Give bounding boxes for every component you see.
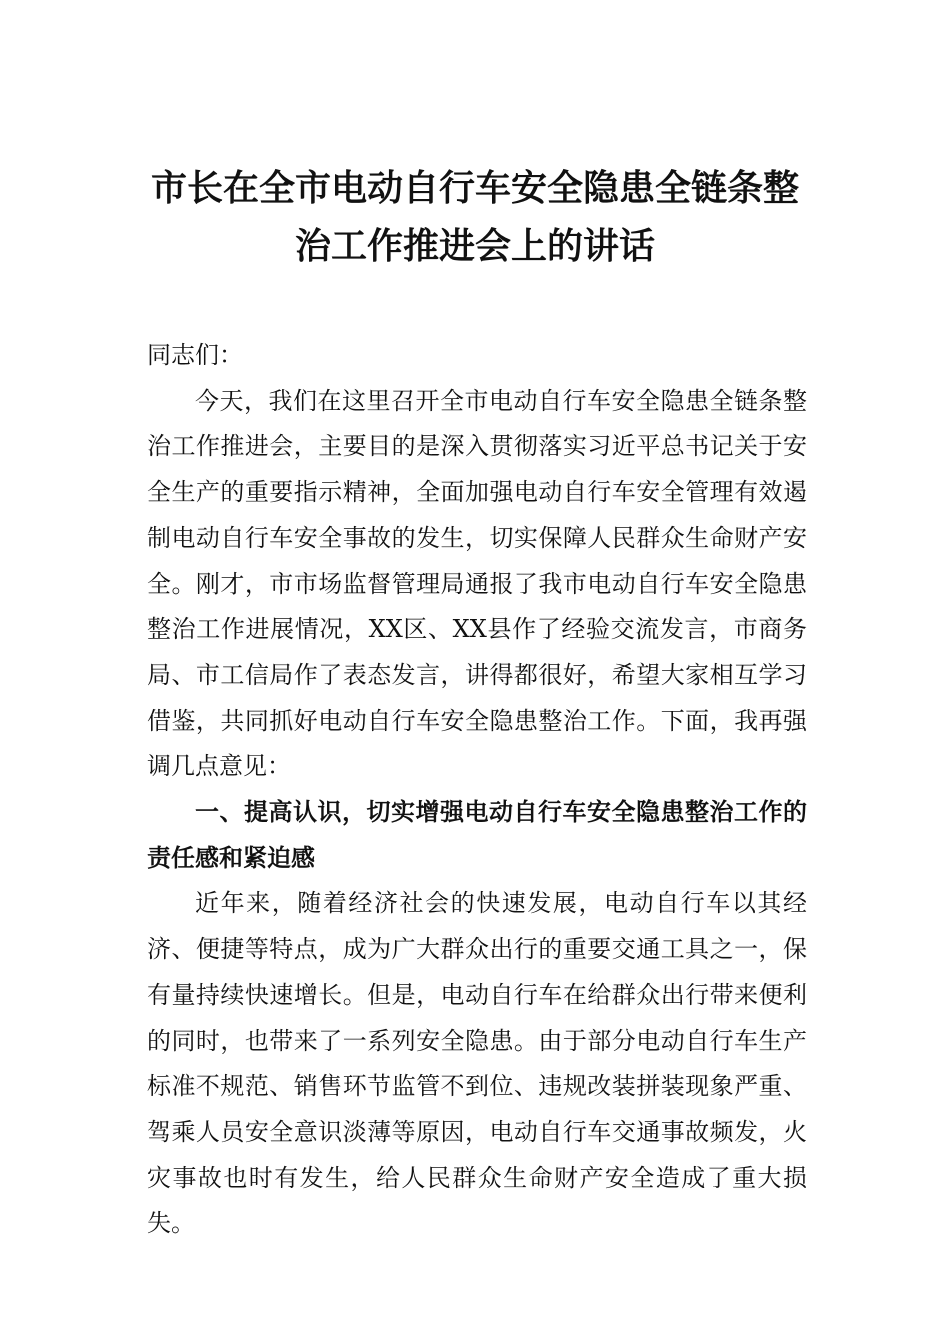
section-heading-1: 一、提高认识，切实增强电动自行车安全隐患整治工作的责任感和紧迫感: [147, 798, 807, 872]
document-title: [120, 160, 830, 276]
document-body: [147, 333, 807, 1247]
title-line-2: 治工作推进会上的讲话: [294, 226, 655, 267]
salutation: 同志们：: [147, 341, 243, 369]
paragraph-intro: 今天，我们在这里召开全市电动自行车安全隐患全链条整治工作推进会，主要目的是深入贯彻落实习近平总书记关于安全生产的重要指示精神，全面加强电动自行车安全管理有效遏制电动自行车安全事故的发生，切实保障人民群众生命财产安全。刚才，市市场监督管理局通报了我市电动自行车安全隐患整治工作进展情况，XX区、XX县作了经验交流发言，市商务局、市工信局作了表态发言，讲得都很好，希望大家相互学习借鉴，共同抓好电动自行车安全隐患整治工作。下面，我再强调几点意见：: [147, 386, 807, 781]
title-line-1: 市长在全市电动自行车安全隐患全链条整: [150, 168, 799, 209]
paragraph-section-1: 近年来，随着经济社会的快速发展，电动自行车以其经济、便捷等特点，成为广大群众出行的重要交通工具之一，保有量持续快速增长。但是，电动自行车在给群众出行带来便利的同时，也带来了一系列安全隐患。由于部分电动自行车生产标准不规范、销售环节监管不到位、违规改装拼装现象严重、驾乘人员安全意识淡薄等原因，电动自行车交通事故频发，火灾事故也时有发生，给人民群众生命财产安全造成了重大损失。: [147, 889, 807, 1238]
